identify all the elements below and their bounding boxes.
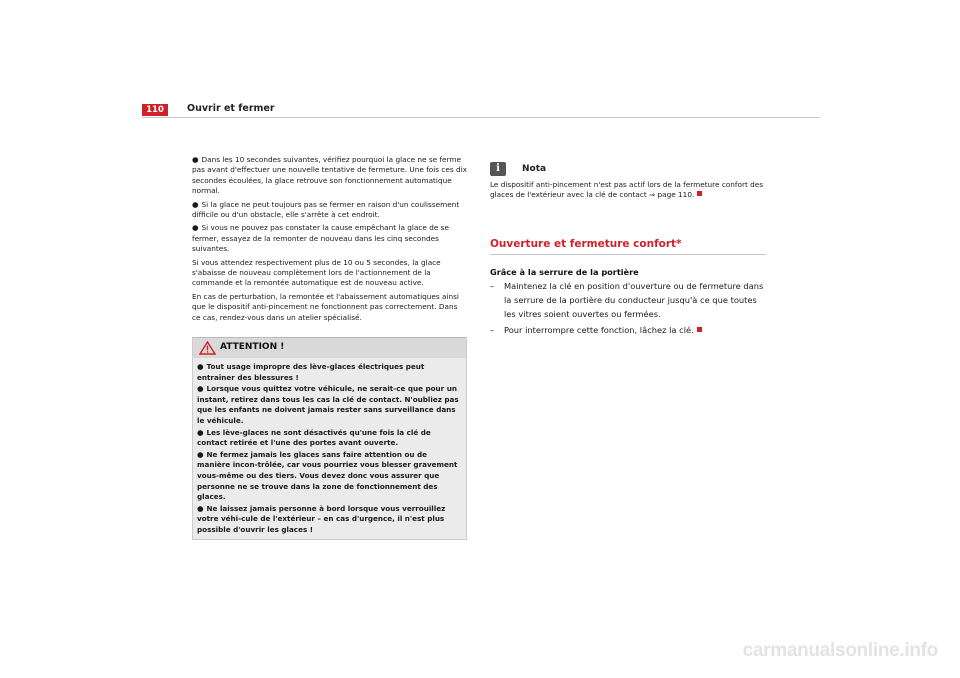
bullet-icon: ● — [197, 384, 204, 394]
warning-item: ● Les lève-glaces ne sont désactivés qu'une fois la clé de contact retirée et l'une des portes avant ouverte. — [197, 427, 431, 448]
bullet-icon: ● — [197, 449, 204, 459]
section-title: Ouverture et fermeture confort* — [490, 238, 766, 255]
dash-icon: – — [490, 325, 495, 336]
bullet-icon: ● — [192, 223, 199, 233]
header-divider — [142, 117, 820, 118]
info-note-icon: i — [490, 162, 506, 176]
end-of-section-icon — [697, 327, 702, 332]
bullet-icon: ● — [192, 199, 199, 209]
warning-body — [193, 358, 466, 539]
bullet-item: ● Si la glace ne peut toujours pas se fermer en raison d'un coulissement difficile ou d'un obstacle, elle s'arrête à cet endroit. — [192, 199, 460, 220]
dash-icon: – — [490, 280, 495, 291]
nota-header — [490, 162, 766, 178]
bullet-icon: ● — [197, 503, 204, 513]
bullet-item: ● Dans les 10 secondes suivantes, vérifiez pourquoi la glace ne se ferme pas avant d'effectuer une nouvelle tentative de fermeture. Une fois ces dix secondes écoulées, la glace retrouve son fonctionnement automatique normal. — [192, 155, 467, 196]
warning-item: ● Tout usage impropre des lève-glaces électriques peut entraîner des blessures ! — [197, 362, 425, 382]
bullet-icon: ● — [197, 362, 204, 372]
end-of-section-icon — [697, 191, 702, 196]
nota-title: Nota — [522, 164, 547, 174]
warning-item: ● Ne laissez jamais personne à bord lorsque vous verrouillez votre véhi-cule de l'extérieur – en cas d'urgence, il n'est plus possible d'ouvrir les glaces ! — [197, 503, 446, 534]
nota-text: Le dispositif anti-pincement n'est pas actif lors de la fermeture confort des glaces de l'extérieur avec la clé de contact ⇒ page 110. — [490, 180, 764, 200]
watermark-logo: carmanualsonline.info — [742, 640, 938, 661]
warning-header — [193, 337, 466, 358]
body-paragraph: En cas de perturbation, la remontée et l'abaissement automatiques ainsi que le dispositif anti-pincement ne fonctionnent pas correctement. Dans ce cas, rendez-vous dans un atelier spécialisé. — [192, 291, 459, 322]
warning-triangle-icon — [199, 341, 216, 355]
right-column — [490, 162, 766, 340]
left-column — [192, 155, 467, 540]
warning-item: ● Ne fermez jamais les glaces sans faire attention ou de manière incon-trôlée, car vous pourriez vous blesser gravement vous-même ou des tiers. Vous devez donc vous assurer que personne ne se trouve dans la zone de fonctionnement des glaces. — [197, 449, 458, 502]
section-subheading: Grâce à la serrure de la portière — [490, 266, 639, 277]
page-header-title: Ouvrir et fermer — [187, 103, 275, 114]
bullet-icon: ● — [192, 155, 199, 164]
body-paragraph: Si vous attendez respectivement plus de 10 ou 5 secondes, la glace s'abaisse de nouveau complètement lors de l'actionnement de la commande et la remontée automatique est de nouveau active. — [192, 257, 441, 288]
bullet-icon: ● — [197, 427, 204, 437]
warning-title: ATTENTION ! — [220, 342, 285, 353]
page-number: 110 — [142, 104, 168, 116]
warning-box — [192, 337, 467, 540]
warning-item: ● Lorsque vous quittez votre véhicule, ne serait-ce que pour un instant, retirez dans tous les cas la clé de contact. N'oubliez pas que les enfants ne doivent jamais rester sans surveillance dans le véhicule. — [197, 384, 459, 426]
bullet-item: ● Si vous ne pouvez pas constater la cause empêchant la glace de se fermer, essayez de la remonter de nouveau dans les cinq secondes suivantes. — [192, 223, 449, 254]
instruction-step: – Pour interrompre cette fonction, lâchez la clé. — [490, 323, 766, 337]
instruction-step: – Maintenez la clé en position d'ouverture ou de fermeture dans la serrure de la portière du conducteur jusqu'à ce que toutes les vitres soient ouvertes ou fermées. — [490, 280, 764, 320]
